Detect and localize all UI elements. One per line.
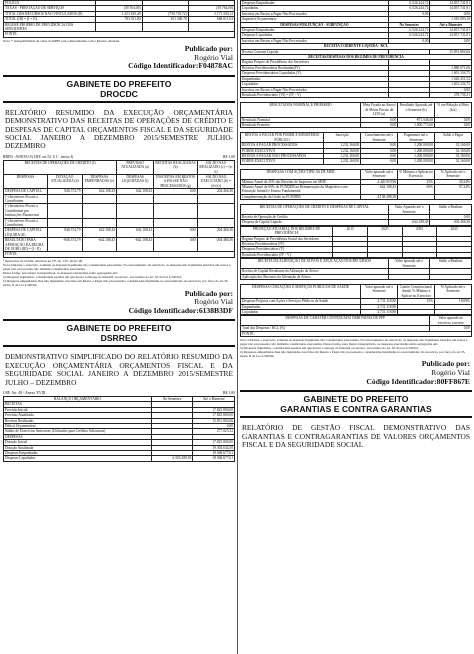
cell: b) Despesas empenhadas mas não liquidadas, inscritas em Restos a Pagar não processados, consideradas liquidadas no encerramento do exercício, por força do art.35, inciso II da Lei 4.320/64. (3, 279, 229, 288)
cell: 6.526.244,72 (388, 1, 430, 6)
cell: (-) Incentivos Fiscais a Contribuinte por Instituições Financeiras (4, 204, 48, 218)
cell: R$ 1,00 (222, 390, 235, 395)
cell: ¹ Operações de Crédito descritas no CF, art. 167, inciso III. (3, 258, 83, 263)
cell: -846.574,79 (47, 238, 82, 252)
cell: 2.731.118,80 (361, 304, 398, 309)
cell: Saldos de Exercícios Anteriores (Utilizados para Créditos Adicionais) (4, 429, 152, 434)
cell: 278.736,31 (430, 92, 472, 97)
actuarial-table (240, 226, 472, 258)
cell: Previsão Atualizada (4, 413, 152, 418)
cell: RESULTADO PARA APURAÇÃO DA REGRA DE OURO (III) = (I - II) (4, 238, 48, 252)
cell: Dessa forma, para maior transparência, as despesas executadas estão segregadas em: (3, 271, 118, 276)
cell: b) Despesas empenhadas mas não liquidadas, inscritas em Restos a Pagar não processados, consideradas liquidadas no encerramento do exercício, por força do art.35, inciso II da Lei 4.320/64. (240, 350, 466, 359)
cell: 25% (398, 179, 435, 184)
cell: 1.601.334,75 (430, 71, 472, 76)
cell: (-) Incentivos Fiscais a Contribuinte (4, 194, 48, 204)
footnotes (3, 259, 235, 288)
cell: 15% (398, 299, 435, 304)
footnotes (240, 338, 472, 358)
cell: (39.764,00) (96, 6, 142, 11)
table-row (4, 194, 235, 204)
asset-sale-table (240, 258, 472, 280)
publisher-name: Rogério Vial (194, 297, 233, 307)
report-title: DEMONSTRATIVO SIMPLIFICADO DO RELATÓRIO RESUMIDO DA EXECUÇÃO ORÇAMENTÁRIA ORÇAMENTOS FISCAL E DA SEGURIDADE SOCIAL JANEIRO A DEZEMBRO 2015/SEMESTRE JULHO – DEZEMBRO (5, 352, 233, 387)
column-header: Saldo a Realizar (430, 205, 472, 215)
section-heading: GABINETE DO PREFEITO (66, 323, 172, 334)
cell: 2.731.118,80 (361, 309, 398, 314)
column-header: RECEITAS REALIZADAS (b) (154, 160, 198, 174)
cell: 0,00 (361, 122, 398, 127)
table-row (4, 228, 235, 238)
cell: FONTE: (241, 331, 472, 336)
cell: -871.548,48 (398, 117, 435, 122)
column-header: No Semestre (151, 396, 193, 401)
cell: Complementação da União ao FUNDEB (241, 194, 361, 199)
cell: DESPESAS POR FUNÇÃO - SUBFUNÇÃO (241, 22, 389, 27)
table-header (241, 259, 472, 269)
table-row (4, 204, 235, 218)
table-row (241, 309, 472, 314)
column-header: DESPESAS LIQUIDADAS (f) (117, 174, 154, 188)
column-header: DESPESAS COM AÇÕES TÍPICAS DE MDE (241, 169, 361, 179)
cell: 1.232.160,00 (324, 143, 361, 148)
identifier-code: Código Identificador:80FF867E (366, 376, 470, 386)
cell: 1.200.000,00 (398, 143, 435, 148)
cell: Despesas Liquidadas (4, 456, 152, 461)
cell: 0,00 (430, 38, 472, 43)
column-header: DESPESAS (4, 174, 48, 188)
cell: -204.466,36 (197, 238, 234, 252)
cell: 1.010.093,10 (430, 17, 472, 22)
cell: 17.825.800,00 (193, 440, 235, 445)
identifier-code: Código Identificador:F04878AC (128, 61, 233, 71)
cell: Despesas Previdenciárias Liquidadas (V) (241, 71, 389, 76)
cell: 783.011,80 (96, 17, 142, 22)
cell: DESPESA DE CAPITAL (4, 189, 48, 194)
cell: 1.232.160,00 (324, 148, 361, 153)
cell: 15.851.804,66 (430, 49, 472, 54)
cell: 0,00 (388, 11, 430, 16)
column-header: BALANÇO ORÇAMENTÁRIO (4, 396, 152, 401)
table-header (241, 284, 472, 298)
cell: POLÍCIA (4, 1, 96, 6)
cell: 32.160,00 (435, 148, 472, 153)
cell: 0,00 (430, 87, 472, 92)
cell: TOTAL (III) = (I + II) (4, 17, 96, 22)
column-header: 2035 (402, 226, 437, 236)
cell: 0,00 (154, 228, 198, 238)
cell: 30,24% (435, 179, 472, 184)
cell: 0,00 (430, 215, 472, 220)
table-row (4, 32, 235, 37)
cell: Aplicação dos Recursos da Alienação de Ativos (241, 274, 389, 279)
column-header: 2015 (333, 226, 368, 236)
cell: 17.825.800,00 (193, 413, 235, 418)
table-row (241, 220, 472, 225)
cell: No Semestre (388, 22, 430, 27)
cell: 0,00 (388, 38, 430, 43)
table-row (241, 331, 472, 336)
table-row (4, 252, 235, 257)
cell: 0,00 (154, 189, 198, 194)
cell: 204.466,36 (197, 228, 234, 238)
cell: (-) Incentivos Fiscais a Contribuinte (4, 218, 48, 228)
column-header: Valor apurado até o Semestre (388, 259, 430, 269)
table-header (4, 174, 235, 188)
cell: 14.837.741,81 (430, 1, 472, 6)
cell: DESPESAS (4, 434, 152, 439)
cell: FONTE: (4, 32, 235, 37)
column-header: Valor apurado no exercício corrente (430, 316, 472, 326)
table-header (241, 316, 472, 326)
cell: Liquidadas (241, 6, 389, 11)
cell: Resultado Previdenciário (VI) = (IV - V) (241, 92, 389, 97)
cell: Receita Corrente Líquida (241, 49, 389, 54)
column-header: DESPESAS COM AÇÕES E SERVIÇOS PÚBLICOS DE SAÚDE (241, 284, 361, 298)
cell: 642.108,43 (117, 189, 154, 194)
cell: Mínimo Anual de 25% das Receitas de Impostos em MDE (241, 179, 361, 184)
cell: 1.200.000,00 (398, 148, 435, 153)
section-subheading: DROCDC (100, 88, 138, 99)
cell: RECEITA CORRENTE LÍQUIDA - RCL (241, 44, 472, 49)
cell: 204.466,36 (197, 189, 234, 194)
cell: 60% (398, 185, 435, 195)
cell: Nota: Durante o exercício, somente as despesas liquidadas são consideradas executadas. No encerramento do exercício, as despesas não liquidadas inscritas em restos a pagar não processados são também consideradas executadas. (3, 262, 231, 272)
cell: Dotação Atualizada (4, 445, 152, 450)
cell: TOTAL DOS RECURSOS NÃO VINCULADOS (II) (4, 11, 96, 16)
publisher-name: Rogério Vial (431, 368, 470, 378)
cell: 204.466,36 (430, 220, 472, 225)
column-header: SALDO NÃO REALIZADO (c) = (a-b) (199, 160, 233, 174)
cell: 14.837.741,81 (430, 6, 472, 11)
cell: (750.710,72) (142, 11, 188, 16)
cell: RREO -ANEXO 9 (LRF, art.53, § 1º, inciso I) (3, 154, 74, 159)
cell: R$ 1,00 (222, 154, 235, 159)
cell: 6.505.299,93 (151, 456, 193, 461)
table-header (241, 103, 472, 117)
cell: Déficit Orçamentário (4, 423, 152, 428)
cell: 6.526.244,72 (388, 28, 430, 33)
table-row (4, 456, 235, 461)
cell: LRF, Art. 48 - Anexo XVIII (3, 390, 46, 395)
cell: Despesas Próprias com Ações e Serviços Públicos de Saúde (241, 299, 361, 304)
table-row (241, 194, 472, 199)
cell: Resultado Previdenciário (IV - V) (241, 252, 333, 257)
cell: REGIME PRÓPRIO DE PREVIDÊNCIA DOS SERVIDORES (4, 22, 96, 32)
cell: 0,00 (430, 11, 472, 16)
cell: Empenhadas (241, 304, 361, 309)
cell: Receita de Operação de Crédito (241, 215, 389, 220)
cell: 0,00 (154, 238, 198, 252)
column-header: RESTOS A PAGAR POR PODER E MINISTÉRIO PÚBLICO (241, 133, 324, 143)
cell: 277.825,32 (193, 429, 235, 434)
table-header (241, 169, 472, 179)
table-header (241, 205, 472, 215)
column-header: Limite Constitucional Anual: % Mínimo a Aplicar no Exercício (398, 284, 435, 298)
cell: a) Despesas liquidadas, consideradas aquelas em que houve a entrega do material ou serviço, nos termos do art. 63 da Lei 4.320/64; (3, 275, 182, 280)
column-header: DESPESAS DE CARÁTER CONTINUADO DERIVADAS DE PPP (241, 316, 430, 326)
cell: 2.171.330,12 (188, 11, 234, 16)
table-row (241, 252, 472, 257)
column-divider (237, 0, 238, 654)
table-row (241, 92, 472, 97)
section-header-box (3, 319, 235, 347)
publication-block (240, 360, 470, 386)
cell: Previsão Inicial (4, 407, 152, 412)
cell: 18.568.677,61 (193, 451, 235, 456)
credit-capital-table (240, 204, 472, 226)
cell: 14.837.741,81 (430, 28, 472, 33)
cell: Resultado Nominal (241, 117, 361, 122)
cell: 19.303.634,50 (193, 445, 235, 450)
cell: Resultado Primário (241, 122, 361, 127)
cell: Liquidadas (241, 82, 389, 87)
cell: a) Despesas liquidadas, consideradas aquelas em que houve a entrega do material ou serviço, nos termos do art. 63 da Lei 4.320/64; (240, 346, 419, 351)
column-header: RECEITAS DE OPERAÇÕES DE CRÉDITO (I) (4, 160, 117, 174)
ppp-table (240, 315, 472, 337)
cell: 18,69% (435, 299, 472, 304)
column-header: Inscrição (324, 133, 361, 143)
table-header (4, 160, 235, 174)
cell: 846.574,79 (47, 189, 82, 194)
column-header: DOTAÇÃO ATUALIZADA (d) (47, 174, 82, 188)
cell: 642.108,43 (361, 185, 398, 195)
identifier-code: Código Identificador:6138B3DF (128, 305, 233, 315)
column-header: SALDO NÃO EXECUTADO (h) = (d-(e)) (197, 174, 234, 188)
column-header: % Aplicado até o Semestre (435, 284, 472, 298)
expenses-table (240, 0, 472, 98)
cell: RECEITAS (4, 402, 152, 407)
cell: 846.574,79 (47, 228, 82, 238)
cell: Total das Despesas / RCL (%) (241, 326, 430, 331)
column-header: Meta Fixada no Anexo de Metas Fiscais da LDO (a) (361, 103, 398, 117)
table-row (4, 238, 235, 252)
cell: 0,00 (361, 143, 398, 148)
cell: 1.200.000,00 (398, 153, 435, 158)
cell: 32.160,00 (435, 153, 472, 158)
cell: 18.568.677,61 (193, 456, 235, 461)
column-header: Até o Bimestre (193, 396, 235, 401)
cell: Mínimo Anual de 60% do FUNDEB na Remuneração do Magistério com Educação Infantil e Ensino Fundamental (241, 185, 361, 195)
cell: -642.108,43 (117, 238, 154, 252)
column-header: Valor apurado até o Semestre (361, 284, 398, 298)
cell: 97,24% (435, 185, 472, 195)
published-by-label: Publicado por: (184, 43, 233, 53)
cell: 4.158.288,58 (361, 194, 398, 199)
cell: FONTE: (4, 252, 235, 257)
cell: 17.825.800,00 (193, 407, 235, 412)
cell: Despesas Empenhadas (241, 28, 389, 33)
column-header: RECEITAS DE OPERAÇÕES DE CRÉDITO E DESPESAS DE CAPITAL (241, 205, 389, 215)
cell: Superávit Orçamentário (241, 17, 389, 22)
section-heading: GABINETE DO PREFEITO (303, 394, 409, 405)
section-heading: GABINETE DO PREFEITO (66, 78, 172, 89)
cell: -642.108,43 (82, 238, 117, 252)
cell: 15.851.804,66 (193, 418, 235, 423)
mde-table (240, 169, 472, 200)
cell: TAXAS - PRESTAÇÃO DE SERVIÇOS (4, 6, 96, 11)
column-header: Pagamento até o Semestre (398, 133, 435, 143)
cell: 642.108,43 (388, 220, 430, 225)
column-header: 2045 (437, 226, 472, 236)
report-title: RELATÓRIO DE GESTÃO FISCAL DEMONSTRATIVO DAS GARANTIAS E CONTRAGARANTIAS DE VALORES ORÇAMENTOS FISCAL E DA SEGURIDADE SOCIAL (242, 423, 470, 450)
cell: Dotação Inicial (4, 440, 152, 445)
right-column (240, 0, 472, 654)
budget-balance-table (3, 396, 235, 462)
cell: 6.526.244,72 (388, 33, 430, 38)
published-by-label: Publicado por: (184, 288, 233, 298)
column-header: % em Relação à Meta (b/a) (435, 103, 472, 117)
cell: 0,00 (361, 148, 398, 153)
cell: Até o Bimestre (430, 22, 472, 27)
cell: DESPESA DE CAPITAL LÍQUIDA (II) (4, 228, 48, 238)
column-header: INSCRITAS EM RESTOS A PAGAR NÃO PROCESSADOS (g) (154, 174, 198, 188)
cell: 32.160,00 (435, 159, 472, 164)
cell: (39.764,00) (188, 6, 234, 11)
table-header (241, 133, 472, 143)
publisher-name: Rogério Vial (194, 52, 233, 62)
cell: 4.420.919,96 (361, 179, 398, 184)
cell: 1.232.160,00 (324, 153, 361, 158)
cell: Empenhadas (241, 76, 389, 81)
cell: 1.880.071,06 (430, 65, 472, 70)
cell: RESTOS A PAGAR NÃO PROCESSADOS (241, 153, 324, 158)
top-left-table (3, 0, 235, 38)
table-row (241, 185, 472, 195)
column-header: Cancelamento até o Semestre (361, 133, 398, 143)
column-header: Saldo a Realizar (430, 259, 472, 269)
cell: 1.453.819,40 (96, 11, 142, 16)
cell: 2.731.118,80 (361, 299, 398, 304)
cell: 1.620.451,52 (430, 76, 472, 81)
cell: Regime Próprio de Previdência dos Servidores (241, 60, 389, 65)
column-header: DESPESAS EMPENHADAS (e) (82, 174, 117, 188)
cell: 1.200.000,00 (398, 159, 435, 164)
cell: Regime Próprio de Previdência Social dos Servidores (241, 236, 333, 241)
cell: RECEITAS/DESPESAS DOS REGIMES DE PREVIDÊNCIA (241, 55, 472, 60)
cell: 642.108,43 (82, 189, 117, 194)
column-header: Valor Apurado até o Semestre (388, 205, 430, 215)
cell: Receitas Previdenciárias Realizadas(IV) (241, 65, 389, 70)
table-row (4, 218, 235, 228)
table-header (241, 226, 472, 236)
cell: Inscritas em Restos a Pagar Não Processados (241, 38, 389, 43)
cell: Despesas Previdenciárias (V) (241, 247, 333, 252)
cell: Despesas Liquidadas (241, 33, 389, 38)
cell: 14.837.741,81 (430, 33, 472, 38)
health-table (240, 284, 472, 315)
left-column (3, 0, 235, 654)
table-row (241, 122, 472, 127)
column-header: RECEITA DA ALIENAÇÃO DE ATIVOS E APLICAÇÃO DOS RECURSOS (241, 259, 389, 269)
nominal-primary-table (240, 102, 472, 128)
cell: 6.526.244,72 (388, 6, 430, 11)
publication-block (3, 45, 233, 71)
section-header-box (3, 75, 235, 103)
cell: 0,00 (193, 423, 235, 428)
cell: PODER EXECUTIVO (241, 159, 324, 164)
cell: Liquidadas (241, 309, 361, 314)
cell: Receitas Previdenciárias (IV) (241, 242, 333, 247)
column-header: % Mínimo a Aplicar no Exercício (399, 169, 434, 179)
cell: Despesas Empenhadas (241, 1, 389, 6)
cell: 0,00 (361, 117, 398, 122)
column-header: 2025 (368, 226, 403, 236)
cell: 642.108,43 (117, 228, 154, 238)
cell: 0,00 (435, 117, 472, 122)
column-header: RESULTADOS NOMINAL E PRIMÁRIO (241, 103, 361, 117)
cell: Receitas Realizadas (4, 418, 152, 423)
publication-block (3, 290, 233, 316)
note: Nota: * Adequabilidade de caixa do RPPS está comprometida com o Passivo Atuarial. (3, 38, 120, 43)
column-header: Resultado Apurado até o Semestre (b) (398, 103, 435, 117)
table-row (241, 159, 472, 164)
cell: 0,00 (430, 326, 472, 331)
section-subheading: DSRREO (100, 333, 138, 344)
cell: 642.108,43 (82, 228, 117, 238)
cell: RESTOS A PAGAR PROCESSADOS (241, 143, 324, 148)
cell: 0,00 (361, 159, 398, 164)
section-subheading: GARANTIAS E CONTRA GARANTIAS (280, 404, 432, 415)
column-header: PREVISÃO ATUALIZADA (a) (117, 160, 154, 174)
column-header: Saldo a Pagar (435, 133, 472, 143)
credit-operations-table (3, 160, 235, 258)
cell: Despesas Empenhadas (4, 451, 152, 456)
table-row (4, 22, 235, 32)
cell: Nota: Durante o exercício, somente as despesas liquidadas são consideradas executadas. No encerramento do exercício, as despesas não liquidadas inscritas em restos a pagar não processados são também consideradas executadas. Dessa forma, para maior transparência, as despesas executadas estão segregadas em: (240, 337, 468, 347)
cell: 181.300,78 (142, 17, 188, 22)
section-header-box (240, 390, 472, 418)
cell: 668.011,02 (188, 17, 234, 22)
cell: Inscritas em Restos a Pagar Não Processados (241, 11, 389, 16)
cell: Despesa de Capital Líquida (241, 220, 389, 225)
cell: 32.160,00 (435, 143, 472, 148)
column-header: PROJEÇÃO ATUARIAL DOS REGIMES DE PREVIDÊNCIA (241, 226, 333, 236)
cell: 1.601.334,75 (430, 82, 472, 87)
table-row (241, 274, 472, 279)
cell: 0,00 (435, 122, 472, 127)
column-header: % Aplicado até o Semestre (435, 169, 472, 179)
cell: PODER EXECUTIVO (241, 148, 324, 153)
published-by-label: Publicado por: (421, 359, 470, 369)
column-header: Valor apurado até o Semestre (361, 169, 398, 179)
cell: Receita de Capital Resultante da Alienação de Ativos (241, 269, 389, 274)
report-title: RELATÓRIO RESUMIDO DA EXECUÇÃO ORÇAMENTÁRIA DEMONSTRATIVO DAS RECEITAS DE OPERAÇÕES DE CRÉDITO E DESPESAS DE CAPITAL ORÇAMENTOS FISCAL E DA SEGURIDADE SOCIAL JANEIRO A DEZEMBRO 2015/SEMESTRE JULHO-DEZEMBRO (5, 107, 233, 151)
cell: 0,00 (361, 153, 398, 158)
cell: Inscritas em Restos a Pagar Não Processados (241, 87, 389, 92)
cell: 1.232.160,00 (324, 159, 361, 164)
payables-table (240, 132, 472, 164)
cell: 1.000.773,60 (398, 122, 435, 127)
